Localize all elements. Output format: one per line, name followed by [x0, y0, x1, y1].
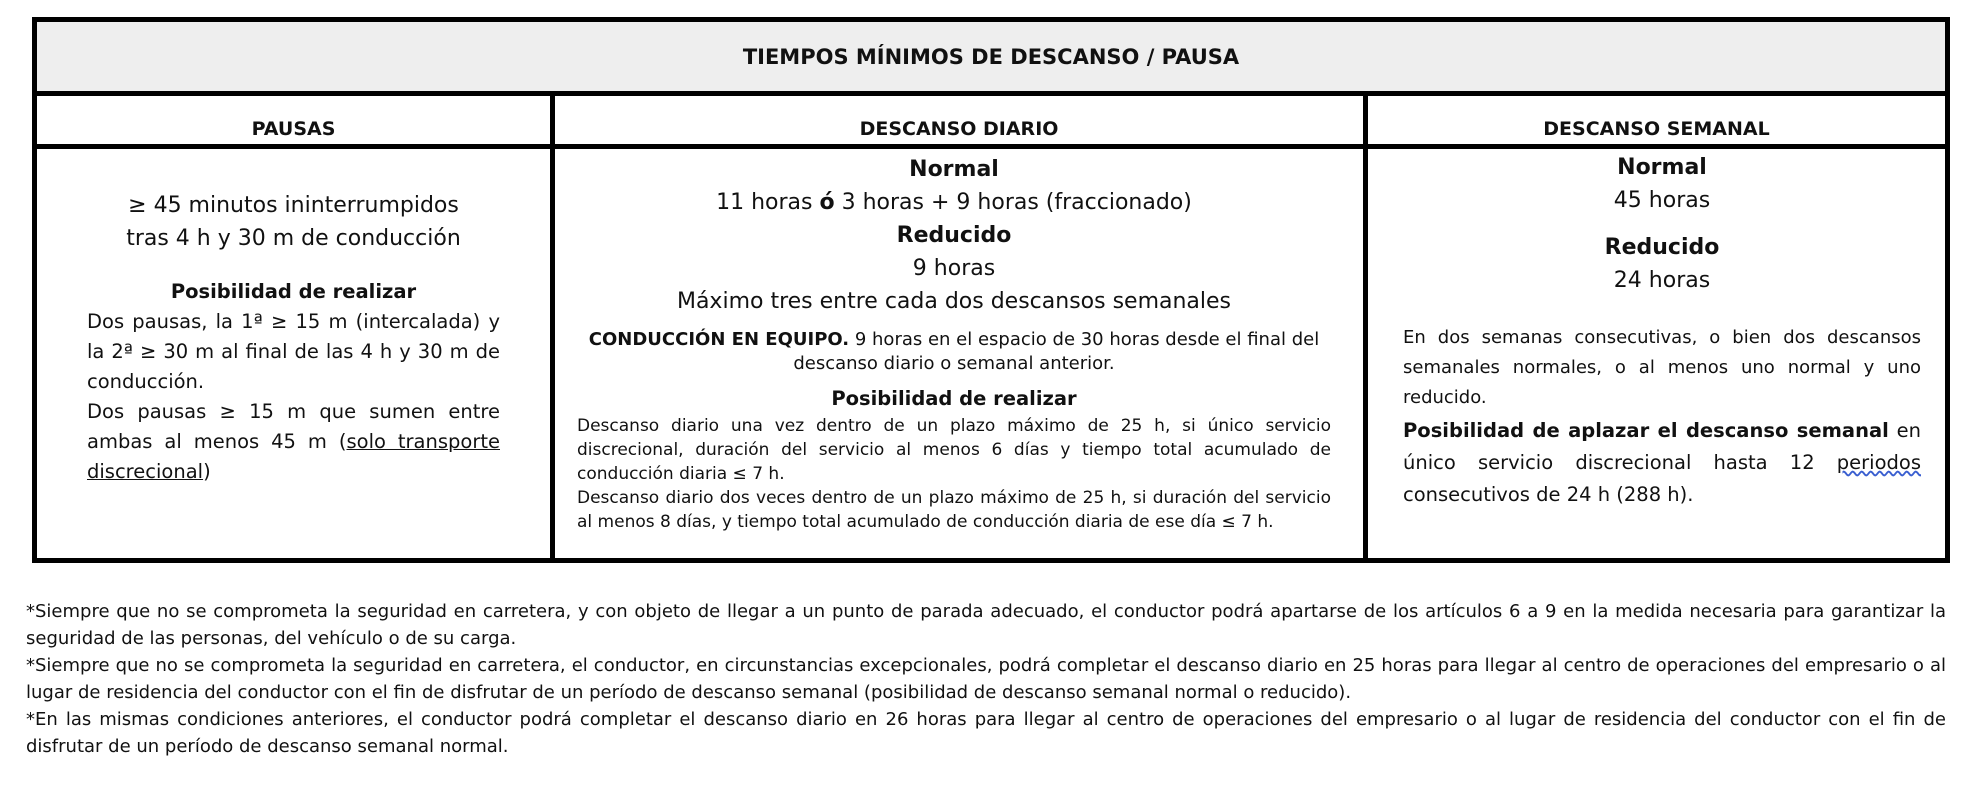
- diario-reducido-title: Reducido: [896, 223, 1012, 248]
- footnotes: [26, 598, 1946, 760]
- solo-transporte-discrecional: solo transporte discrecional: [87, 430, 500, 483]
- pausa-after-driving: tras 4 h y 30 m de conducción: [126, 226, 461, 251]
- conduccion-en-equipo: [577, 328, 1331, 376]
- pausas-option-2: [87, 397, 500, 487]
- diario-posibilidad-title: Posibilidad de realizar: [831, 387, 1077, 410]
- header-row: [37, 96, 1945, 149]
- header-pausas: PAUSAS: [251, 118, 336, 140]
- aplazar-title: Posibilidad de aplazar el descanso semanal: [1403, 419, 1889, 442]
- header-descanso-semanal: DESCANSO SEMANAL: [1543, 118, 1770, 140]
- diario-normal-a: 11 horas: [716, 190, 820, 215]
- cell-descanso-semanal: [1368, 149, 1945, 558]
- cell-descanso-diario: [555, 149, 1363, 558]
- equipo-title: CONDUCCIÓN EN EQUIPO.: [588, 329, 850, 350]
- diario-normal-o: ó: [819, 190, 835, 215]
- spellcheck-word: periodos: [1836, 451, 1921, 474]
- semanal-normal-value: 45 horas: [1613, 188, 1711, 213]
- diario-posibilidad-1: Descanso diario una vez dentro de un plazo máximo de 25 h, si único servicio discrecional, duración del servicio al menos 6 días y tiempo total acumulado de conducción diaria ≤ 7 h.: [577, 416, 1331, 484]
- semanal-reducido-value: 24 horas: [1613, 268, 1711, 293]
- aplazar-text-b: consecutivos de 24 h (288 h).: [1403, 483, 1694, 506]
- semanal-dos-semanas: En dos semanas consecutivas, o bien dos descansos semanales normales, o al menos uno normal y uno reducido.: [1403, 327, 1921, 408]
- pausas-option-1: Dos pausas, la 1ª ≥ 15 m (intercalada) y la 2ª ≥ 30 m al final de las 4 h y 30 m de conducción.: [87, 310, 500, 393]
- footnote-1: *Siempre que no se comprometa la seguridad en carretera, y con objeto de llegar a un punto de parada adecuado, el conductor podrá apartarse de los artículos 6 a 9 en la medida necesaria para garantizar la seguridad de las personas, del vehículo o de su carga.: [26, 601, 1946, 649]
- semanal-reducido-title: Reducido: [1604, 235, 1720, 260]
- cell-pausas: [37, 149, 550, 558]
- diario-normal-title: Normal: [909, 157, 999, 182]
- aplazar-text-a: en único servicio discrecional hasta 12: [1403, 419, 1921, 474]
- pausas-posibilidad-title: Posibilidad de realizar: [170, 280, 417, 303]
- footnote-3: *En las mismas condiciones anteriores, el conductor podrá completar el descanso diario en 26 horas para llegar al centro de operaciones del empresario o al lugar de residencia del conductor con el fin de disfrutar de un período de descanso semanal normal.: [26, 709, 1946, 757]
- body-row: [37, 149, 1945, 558]
- equipo-text: 9 horas en el espacio de 30 horas desde el final del descanso diario o semanal anterior.: [793, 329, 1320, 374]
- rest-times-table: [32, 17, 1950, 563]
- pausa-min-duration: ≥ 45 minutos ininterrumpidos: [128, 193, 459, 218]
- semanal-normal-title: Normal: [1617, 155, 1707, 180]
- pausas-option-2-close: ): [203, 460, 211, 483]
- footnote-2: *Siempre que no se comprometa la seguridad en carretera, el conductor, en circunstancias excepcionales, podrá completar el descanso diario en 25 horas para llegar al centro de operaciones del empresario o al lugar de residencia del conductor con el fin de disfrutar de un período de descanso semanal (posibilidad de descanso semanal normal o reducido).: [26, 655, 1946, 703]
- header-descanso-diario: DESCANSO DIARIO: [859, 118, 1059, 140]
- diario-normal-b: 3 horas + 9 horas (fraccionado): [834, 190, 1192, 215]
- diario-reducido-value: 9 horas: [912, 256, 996, 281]
- semanal-aplazar: [1403, 415, 1921, 511]
- diario-normal-value: [577, 186, 1331, 219]
- table-title: TIEMPOS MÍNIMOS DE DESCANSO / PAUSA: [37, 22, 1945, 96]
- diario-reducido-note: Máximo tres entre cada dos descansos semanales: [676, 289, 1232, 314]
- diario-posibilidad-2: Descanso diario dos veces dentro de un plazo máximo de 25 h, si duración del servicio al menos 8 días, y tiempo total acumulado de conducción diaria de ese día ≤ 7 h.: [577, 488, 1331, 532]
- pausas-option-2-text: Dos pausas ≥ 15 m que sumen entre ambas al menos 45 m (: [87, 400, 500, 453]
